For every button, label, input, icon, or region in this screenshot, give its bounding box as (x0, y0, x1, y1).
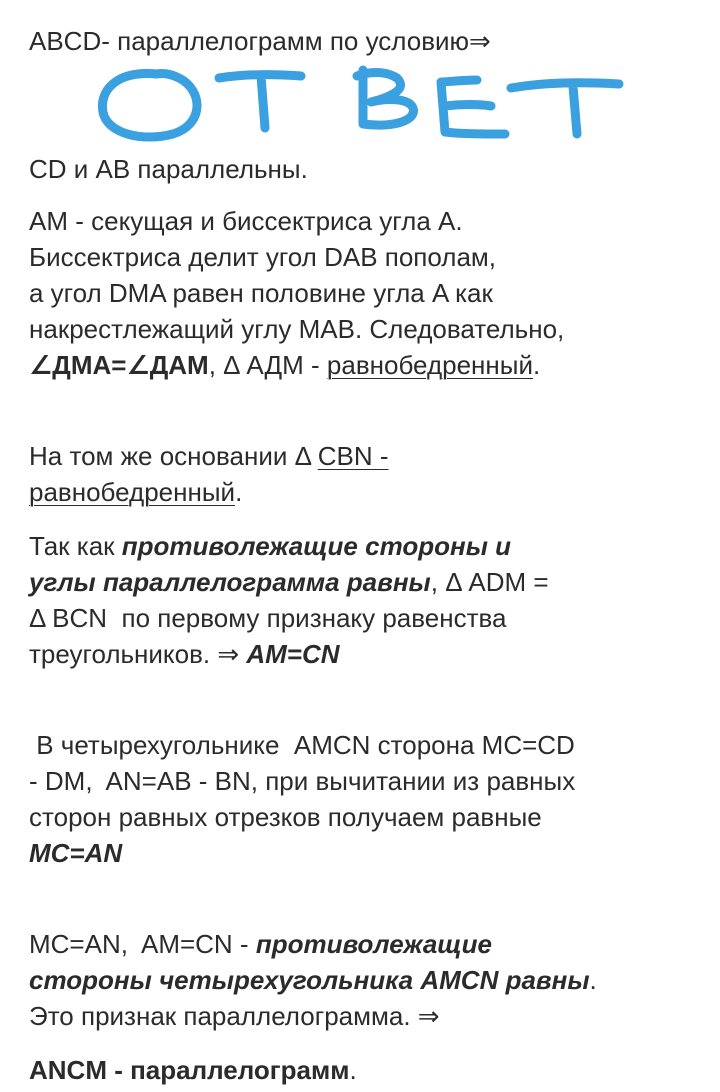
hw-letter-v (357, 70, 413, 125)
hw-letter-t2 (511, 83, 619, 134)
angles-equal-emphasis: углы параллелограмма равны (29, 567, 431, 597)
isosceles-underline: равнобедренный (326, 350, 533, 380)
triangles-text: треугольников. ⇒ (29, 639, 247, 669)
triangle-adm-eq: , Δ ADM = (430, 567, 549, 597)
para-equal-4 (29, 636, 340, 672)
isosceles-underline-2: равнобедренный (29, 477, 236, 507)
para-condition: ABCD- параллелограмм по условию⇒ (29, 26, 491, 56)
para-amcn-2: - DM, AN=AB - BN, при вычитании из равных (29, 766, 576, 796)
period: . (589, 965, 597, 995)
period: . (235, 477, 243, 507)
para-sign-2 (29, 962, 597, 998)
handwritten-answer-label (95, 62, 635, 152)
period: . (349, 1055, 357, 1085)
para-equal-1 (29, 528, 511, 564)
para-equal-3: Δ BCN по первому признаку равенства (29, 603, 507, 633)
period: . (532, 350, 541, 380)
angle-equality: ∠ДМА=∠ДАМ (29, 350, 209, 380)
para-cbn-2 (29, 474, 242, 510)
opposite-emphasis: противолежащие (255, 929, 492, 959)
hw-letter-t1 (219, 75, 301, 128)
opposite-sides-emphasis: противолежащие стороны и (121, 531, 512, 561)
para-amcn-1: В четырехугольнике AMCN сторона MC=CD (29, 730, 575, 760)
hw-letter-e (441, 80, 505, 134)
para-amcn-3: сторон равных отрезков получаем равные (29, 802, 542, 832)
conclusion (29, 1052, 357, 1088)
equalities-text: MC=AN, AM=CN - (29, 929, 256, 959)
para-sign-1 (29, 926, 492, 962)
para-bisector-2: Биссектриса делит угол DAB пополам, (29, 242, 496, 272)
triangle-adm-text: , Δ АДМ - (208, 350, 327, 380)
para-cbn-1 (29, 438, 389, 474)
since-text: Так как (29, 531, 122, 561)
cbn-text: На том же основании Δ (29, 441, 318, 471)
hw-letter-o (102, 73, 197, 137)
para-bisector-4: накрестлежащий углу MAB. Следовательно, (29, 314, 565, 344)
para-bisector-3: а угол DMA равен половине угла A как (29, 278, 493, 308)
para-bisector-1: AM - секущая и биссектриса угла A. (29, 206, 463, 236)
sides-equal-emphasis: стороны четырехугольника AMCN равны (29, 965, 590, 995)
para-bisector-5 (29, 347, 540, 383)
para-equal-2 (29, 564, 549, 600)
mc-an-result: MC=AN (29, 838, 123, 868)
para-sign-3: Это признак параллелограмма. ⇒ (29, 1001, 440, 1031)
am-cn-result: AM=CN (246, 639, 340, 669)
cbn-underline: CBN - (317, 441, 389, 471)
para-parallel: CD и AB параллельны. (29, 154, 308, 184)
conclusion-bold: ANCM - параллелограмм (29, 1055, 350, 1085)
